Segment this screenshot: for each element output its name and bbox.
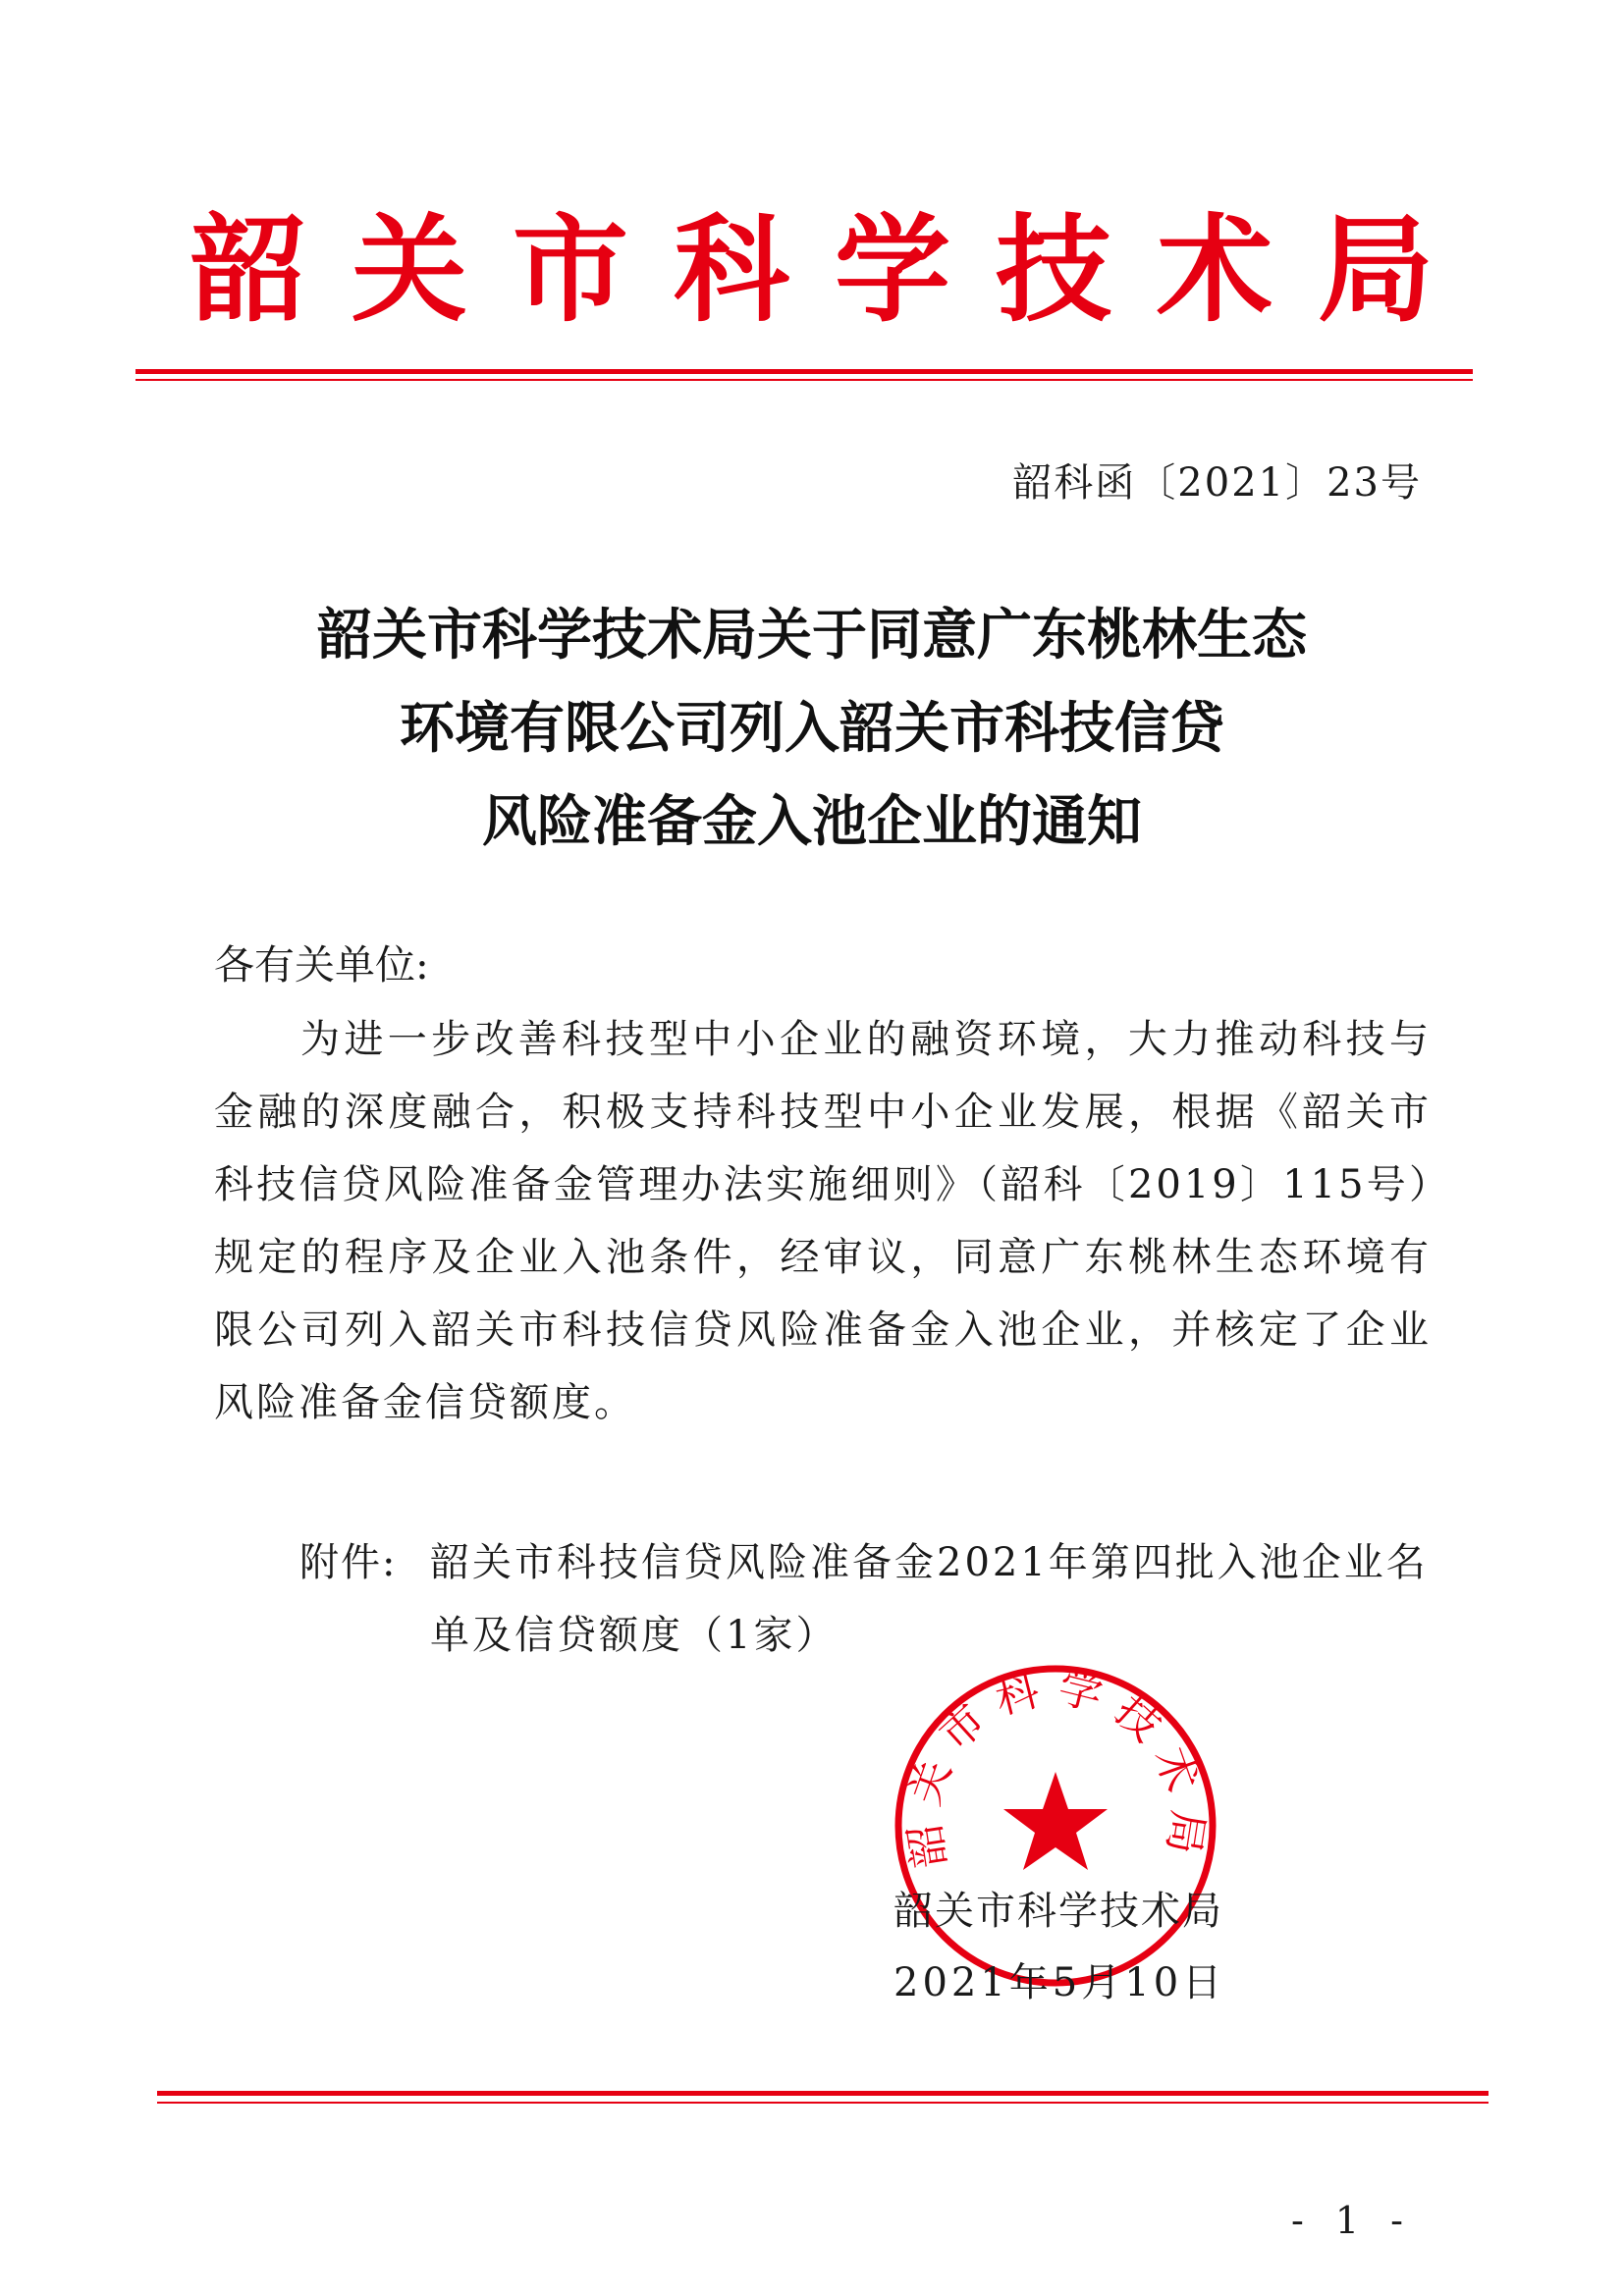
issuing-authority-header: 韶关市科学技术局 [189, 202, 1479, 338]
footer-rule-thick [157, 2091, 1489, 2096]
header-rule-thick [135, 369, 1473, 374]
title-line-1: 韶关市科学技术局关于同意广东桃林生态 [317, 604, 1307, 667]
title-line-3: 风险准备金入池企业的通知 [482, 790, 1142, 854]
footer-rule-thin [157, 2102, 1489, 2104]
seal-text: 韶关市科学技术局 [897, 1662, 1214, 1871]
document-number: 韶科函〔2021〕23号 [1012, 460, 1422, 506]
title-line-2: 环境有限公司列入韶关市科技信贷 [400, 697, 1224, 761]
signature-organization: 韶关市科学技术局 [893, 1889, 1223, 1934]
attachment-label: 附件: [299, 1540, 398, 1585]
salutation: 各有关单位: [214, 941, 429, 988]
page-number: - 1 - [1290, 2199, 1413, 2242]
official-seal [889, 1659, 1222, 1993]
star-icon [1003, 1772, 1108, 1870]
attachment-text: 韶关市科技信贷风险准备金2021年第四批入池企业名单及信贷额度（1家） [430, 1540, 1429, 1658]
body-paragraph: 为进一步改善科技型中小企业的融资环境，大力推动科技与金融的深度融合，积极支持科技型中小企业发展，根据《韶关市科技信贷风险准备金管理办法实施细则》（韶科〔2019〕115号）规定的程序及企业入池条件，经审议，同意广东桃林生态环境有限公司列入韶关市科技信贷风险准备金入池企业，并核定了企业风险准备金信贷额度。 [214, 1017, 1432, 1425]
document-title [0, 589, 1624, 869]
header-rule-thin [135, 379, 1473, 381]
signature-date: 2021年5月10日 [893, 1960, 1226, 2005]
